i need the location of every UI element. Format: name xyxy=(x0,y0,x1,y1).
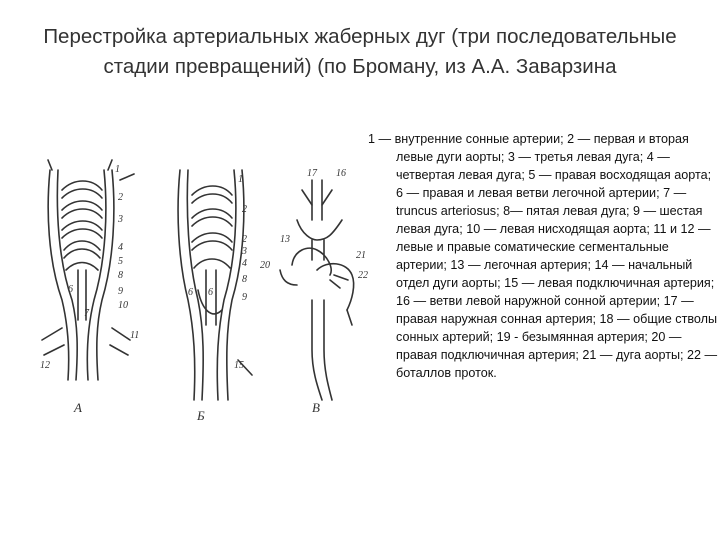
figure-caption: 1 — внутренние сонные артерии; 2 — первая и вторая левые дуги аорты; 3 — третья левая дуга; 4 — четвертая левая дуга; 5 — правая восходящая аорта; 6 — правая и левая ветви легочной артерии; 7 — truncus arteriosus; 8— пятая левая дуга; 9 — шестая левая дуга; 10 — левая нисходящая аорта; 11 и 12 — левые и правые соматические сегментальные артерии; 13 — легочная артерия; 14 — начальный отдел дуги аорты; 15 — левая подключичная артерия; 16 — ветви левой наружной сонной артерии; 17 — правая наружная сонная артерия; 18 — общие стволы сонных артерий; 19 - безымянная артерия; 20 — правая подключичная артерия; 21 — дуга аорты; 22 — боталлов проток. xyxy=(368,132,718,380)
stage-label-b: Б xyxy=(197,408,205,423)
num-a-11: 11 xyxy=(130,330,140,341)
num-a-3: 3 xyxy=(118,214,123,225)
num-c-13: 13 xyxy=(280,234,290,245)
num-b-6: 6 xyxy=(188,287,193,298)
num-a-12: 12 xyxy=(40,360,50,371)
stage-label-a: А xyxy=(74,400,82,415)
num-b-6b: 6 xyxy=(208,287,213,298)
num-b-2b: 2 xyxy=(242,234,247,245)
stage-c-drawing xyxy=(280,180,354,400)
num-a-10: 10 xyxy=(118,300,128,311)
num-b-9: 9 xyxy=(242,292,247,303)
num-b-4: 4 xyxy=(242,258,247,269)
num-a-1: 1 xyxy=(115,164,120,175)
aortic-arches-figure xyxy=(12,150,372,425)
num-b-2: 2 xyxy=(242,204,247,215)
num-a-6: 6 xyxy=(68,284,73,295)
num-c-20: 20 xyxy=(260,260,270,271)
num-a-5: 5 xyxy=(118,256,123,267)
num-b-15: 15 xyxy=(234,360,244,371)
num-a-2: 2 xyxy=(118,192,123,203)
num-a-7: 7 xyxy=(84,308,89,319)
num-b-8: 8 xyxy=(242,274,247,285)
num-c-16: 16 xyxy=(336,168,346,179)
num-a-4: 4 xyxy=(118,242,123,253)
slide-title: Перестройка артериальных жаберных дуг (три последовательные стадии превращений) (по Броману, из А.А. Заварзина xyxy=(43,25,677,78)
num-b-3: 3 xyxy=(242,246,247,257)
stage-label-c: В xyxy=(312,400,320,415)
num-c-17: 17 xyxy=(307,168,317,179)
num-a-8: 8 xyxy=(118,270,123,281)
num-c-21: 21 xyxy=(356,250,366,261)
num-c-22: 22 xyxy=(358,270,368,281)
num-b-1: 1 xyxy=(238,174,243,185)
num-a-9: 9 xyxy=(118,286,123,297)
